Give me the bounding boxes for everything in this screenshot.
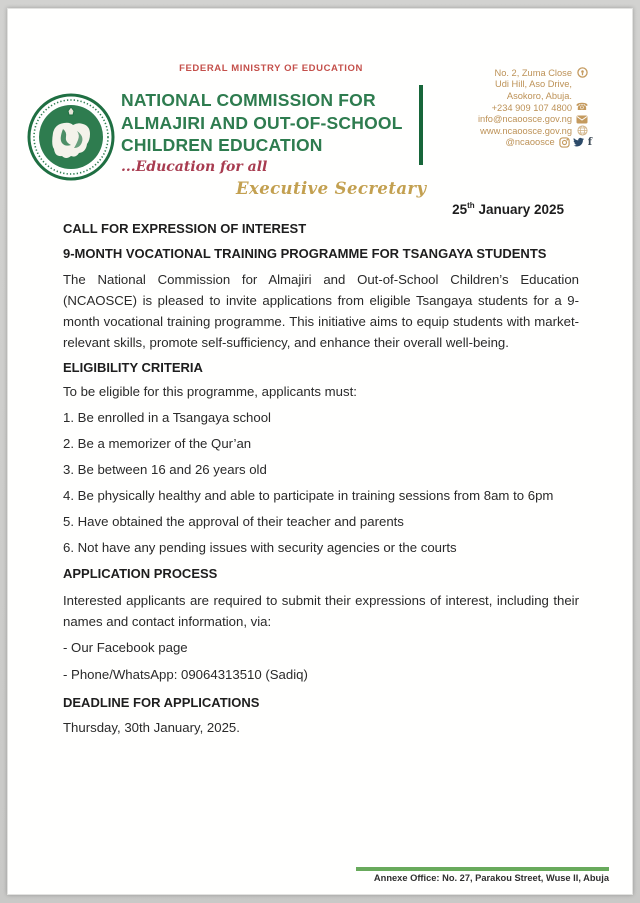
eligibility-list xyxy=(63,410,579,556)
globe-icon xyxy=(572,125,592,137)
spacer xyxy=(572,90,592,102)
org-name-line2: ALMAJIRI AND OUT-OF-SCHOOL xyxy=(121,112,403,133)
ncaosce-seal-icon xyxy=(27,93,115,181)
heading-application: APPLICATION PROCESS xyxy=(63,566,218,581)
contact-website-row xyxy=(478,125,592,137)
signatory-title: Executive Secretary xyxy=(236,179,427,198)
contact-phone-row xyxy=(478,102,592,114)
ncaosce-logo xyxy=(27,93,115,181)
facebook-f-icon: f xyxy=(587,136,592,148)
heading-eligibility: ELIGIBILITY CRITERIA xyxy=(63,360,203,375)
heading-call-for-eoi: CALL FOR EXPRESSION OF INTEREST xyxy=(63,221,307,236)
address-line3: Asokoro, Abuja. xyxy=(506,90,572,101)
contact-address-row2 xyxy=(478,79,592,91)
ministry-title: FEDERAL MINISTRY OF EDUCATION xyxy=(179,63,363,74)
date-ordinal: th xyxy=(467,201,475,210)
website-url: www.ncaoosce.gov.ng xyxy=(480,125,572,136)
address-line1: No. 2, Zuma Close xyxy=(494,67,572,78)
heading-programme: 9-MONTH VOCATIONAL TRAINING PROGRAMME FOR TSANGAYA STUDENTS xyxy=(63,246,547,261)
contact-social-row xyxy=(478,137,592,149)
eligibility-item-5: 5. Have obtained the approval of their teacher and parents xyxy=(63,514,404,529)
org-name xyxy=(121,89,403,157)
eligibility-item-3: 3. Be between 16 and 26 years old xyxy=(63,462,267,477)
deadline-date: Thursday, 30th January, 2025. xyxy=(63,720,240,735)
phone-number: +234 909 107 4800 xyxy=(491,102,572,113)
social-handle: @ncaoosce xyxy=(505,137,555,148)
spacer xyxy=(572,79,592,91)
instagram-icon xyxy=(559,137,570,148)
annexe-office: Annexe Office: No. 27, Parakou Street, Wuse II, Abuja xyxy=(373,873,609,883)
org-name-line3: CHILDREN EDUCATION xyxy=(121,135,323,155)
date-rest: January 2025 xyxy=(474,202,564,217)
eligibility-item-2: 2. Be a memorizer of the Qur’an xyxy=(63,436,252,451)
letter-body xyxy=(63,221,579,736)
date-day: 25 xyxy=(452,202,468,217)
email-address: info@ncaoosce.gov.ng xyxy=(477,114,572,125)
contact-address-row1 xyxy=(478,67,592,79)
intro-paragraph: The National Commission for Almajiri and Out-of-School Children’s Education (NCAOSCE) is pleased to invite applications from eligible Tsangaya students for a 9-month vocational training programme. This initiative aims to equip students with market-relevant skills, promote self-sufficiency, and enhance their overall well-being. xyxy=(63,272,579,350)
application-intro: Interested applicants are required to submit their expressions of interest, including their names and contact information, via: xyxy=(63,593,579,629)
application-item-facebook: - Our Facebook page xyxy=(63,640,188,655)
twitter-bird-icon xyxy=(573,137,585,147)
application-item-phone: - Phone/WhatsApp: 09064313510 (Sadiq) xyxy=(63,667,308,682)
phone-icon: ☎ xyxy=(575,102,589,114)
heading-deadline: DEADLINE FOR APPLICATIONS xyxy=(63,695,260,710)
contact-block xyxy=(478,67,592,148)
org-name-line1: NATIONAL COMMISSION FOR xyxy=(121,90,376,110)
letter-page xyxy=(7,8,633,895)
location-pin-icon xyxy=(572,67,592,79)
address-line2: Udi Hill, Aso Drive, xyxy=(495,79,572,90)
letter-date xyxy=(452,201,564,217)
org-motto: ...Education for all xyxy=(121,159,268,175)
eligibility-item-6: 6. Not have any pending issues with security agencies or the courts xyxy=(63,540,457,555)
contact-email-row xyxy=(478,113,592,125)
header-divider xyxy=(419,85,423,165)
eligibility-item-1: 1. Be enrolled in a Tsangaya school xyxy=(63,410,271,425)
eligibility-intro: To be eligible for this programme, applicants must: xyxy=(63,384,357,399)
eligibility-item-4: 4. Be physically healthy and able to participate in training sessions from 8am to 6pm xyxy=(63,488,554,503)
contact-address-row3 xyxy=(478,90,592,102)
mail-icon xyxy=(572,113,592,125)
footer-divider xyxy=(356,867,609,871)
social-icons xyxy=(559,137,592,148)
